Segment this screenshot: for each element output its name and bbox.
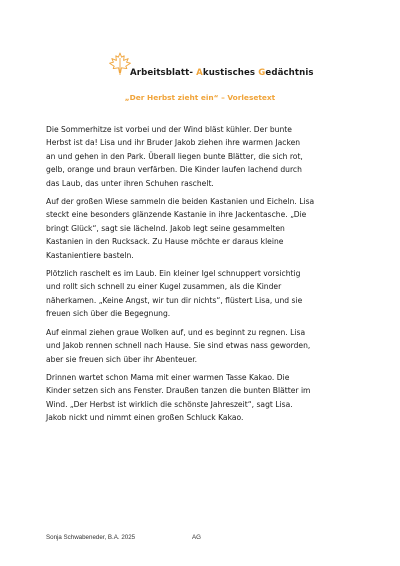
footer-author: Sonja Schwabeneder, B.A. 2025: [46, 534, 136, 541]
title-accent-letter: A: [196, 68, 203, 78]
text-line: Auf der großen Wiese sammeln die beiden Kastanien und Eicheln. Lisa: [46, 197, 315, 207]
story-text: [46, 123, 362, 430]
text-line: Jakob nickt und nimmt einen großen Schluck Kakao.: [46, 413, 244, 423]
title-accent-letter: G: [258, 68, 266, 78]
text-line: das Laub, das unter ihren Schuhen raschelt.: [46, 178, 214, 188]
text-line: an und gehen in den Park. Überall liegen bunte Blätter, die sich rot,: [46, 151, 303, 161]
text-line: freuen sich über die Begegnung.: [46, 309, 171, 319]
text-line: näherkamen. „Keine Angst, wir tun dir nichts“, flüstert Lisa, und sie: [46, 295, 303, 305]
text-line: Auf einmal ziehen graue Wolken auf, und es beginnt zu regnen. Lisa: [46, 327, 306, 337]
worksheet-title: [130, 68, 314, 78]
text-line: Plötzlich raschelt es im Laub. Ein kleiner Igel schnuppert vorsichtig: [46, 269, 301, 279]
text-line: Wind. „Der Herbst ist wirklich die schönste Jahreszeit“, sagt Lisa.: [46, 399, 293, 409]
title-part: edächtnis: [265, 68, 314, 78]
title-part: kustisches: [202, 68, 259, 78]
story-paragraph: [46, 123, 362, 190]
text-line: Kastanien in den Rucksack. Zu Hause möchte er daraus kleine: [46, 237, 284, 247]
story-paragraph: [46, 371, 362, 425]
text-line: Drinnen wartet schon Mama mit einer warmen Tasse Kakao. Die: [46, 372, 290, 382]
worksheet-header: [0, 50, 400, 90]
maple-leaf-icon: [108, 52, 132, 76]
story-paragraph: [46, 195, 362, 262]
worksheet-subtitle: „Der Herbst zieht ein“ – Vorlesetext: [124, 93, 276, 102]
text-line: und rollt sich schnell zu einer Kugel zusammen, als die Kinder: [46, 282, 282, 292]
story-paragraph: [46, 267, 362, 321]
text-line: steckt eine besonders glänzende Kastanie in ihre Jackentasche. „Die: [46, 210, 307, 220]
footer-code: AG: [192, 534, 201, 541]
title-part: Arbeitsblatt-: [130, 68, 197, 78]
text-line: aber sie freuen sich über ihr Abenteuer.: [46, 354, 198, 364]
text-line: Die Sommerhitze ist vorbei und der Wind bläst kühler. Der bunte: [46, 125, 292, 134]
text-line: Herbst ist da! Lisa und ihr Bruder Jakob ziehen ihre warmen Jacken: [46, 138, 301, 148]
text-line: gelb, orange und braun verfärben. Die Kinder laufen lachend durch: [46, 165, 302, 175]
text-line: und Jakob rennen schnell nach Hause. Sie sind etwas nass geworden,: [46, 341, 311, 351]
text-line: Kastanientiere basteln.: [46, 250, 134, 260]
text-line: bringt Glück“, sagt sie lächelnd. Jakob legt seine gesammelten: [46, 223, 285, 233]
story-paragraph: [46, 326, 362, 366]
text-line: Kinder setzen sich ans Fenster. Draußen tanzen die bunten Blätter im: [46, 386, 311, 396]
